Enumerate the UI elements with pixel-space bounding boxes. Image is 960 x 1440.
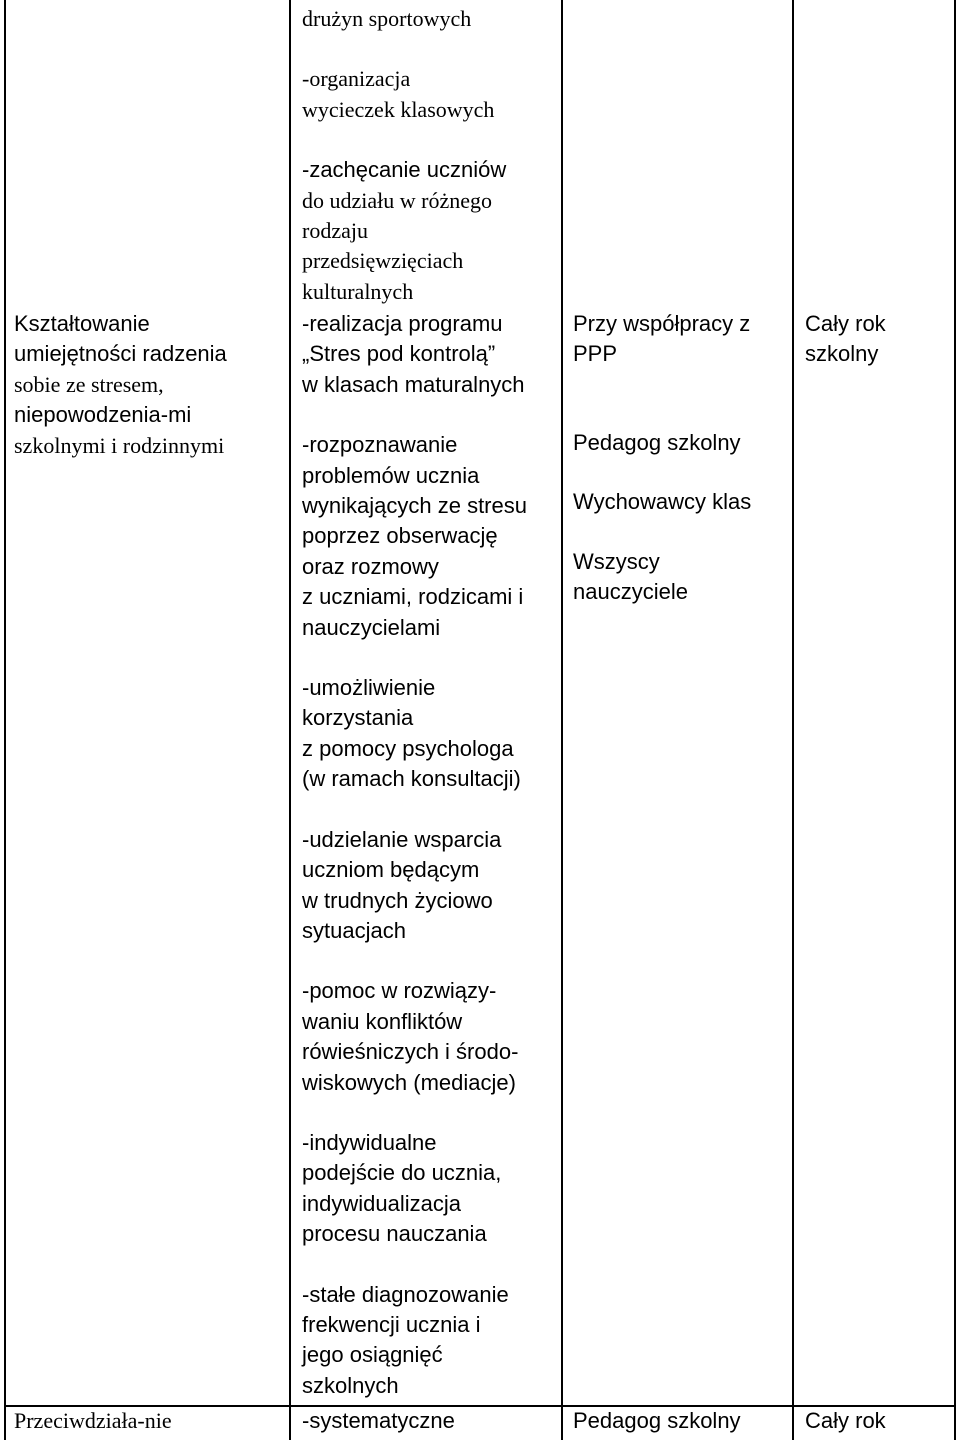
text-line: indywidualizacja — [302, 1190, 461, 1216]
text-line: nauczycielami — [302, 614, 441, 640]
text-line: waniu konfliktów — [302, 1008, 463, 1034]
text-line: procesu nauczania — [302, 1221, 487, 1247]
text-line: -organizacja — [302, 66, 411, 92]
actions-cell — [302, 309, 527, 1401]
text-line: Cały rok — [805, 311, 886, 336]
topic-line: szkolnymi i rodzinnymi — [14, 432, 225, 458]
table-divider-col2 — [561, 0, 563, 1440]
text-line: wiskowych (mediacje) — [302, 1069, 516, 1095]
action-item — [302, 1128, 527, 1250]
action-item — [302, 825, 527, 947]
text-line: nauczyciele — [573, 579, 688, 605]
text-line: w trudnych życiowo — [302, 887, 493, 913]
next-row-responsible: Pedagog szkolny — [573, 1408, 741, 1433]
text-line: rodzaju — [302, 218, 368, 244]
text-line: problemów ucznia — [302, 462, 480, 488]
topic-line: umiejętności radzenia — [14, 341, 227, 367]
action-item — [302, 430, 527, 643]
text-line: szkolnych — [302, 1372, 399, 1398]
list-item — [302, 4, 506, 34]
action-item — [302, 309, 527, 400]
next-row-topic: Przeciwdziała-nie — [14, 1408, 172, 1433]
text-line: -rozpoznawanie — [302, 432, 458, 458]
responsible-cell — [573, 309, 751, 607]
table-divider-col3 — [792, 0, 794, 1440]
list-item — [302, 155, 506, 307]
text-line: z uczniami, rodzicami i — [302, 584, 524, 610]
text-line: Wychowawcy klas — [573, 489, 752, 515]
action-item — [302, 1280, 527, 1402]
topic-line: Kształtowanie — [14, 311, 150, 336]
text-line: -zachęcanie uczniów — [302, 157, 507, 183]
text-line: rówieśniczych i środo- — [302, 1039, 519, 1065]
text-line: -pomoc w rozwiązy- — [302, 978, 497, 1004]
text-line: Pedagog szkolny — [573, 429, 741, 455]
topic-line: sobie ze stresem, — [14, 371, 164, 397]
text-line: poprzez obserwację — [302, 523, 498, 549]
text-line: korzystania — [302, 705, 414, 731]
table-divider-col1 — [289, 0, 291, 1440]
text-line: wycieczek klasowych — [302, 96, 495, 122]
text-line: w klasach maturalnych — [302, 371, 525, 397]
text-line: szkolny — [805, 341, 879, 367]
text-line: -umożliwienie — [302, 675, 436, 701]
text-line: Przy współpracy z — [573, 311, 751, 336]
text-line: kulturalnych — [302, 278, 414, 304]
col2-continuation — [302, 4, 506, 307]
text-line: wynikających ze stresu — [302, 493, 527, 519]
text-line: drużyn sportowych — [302, 6, 472, 31]
list-item — [302, 64, 506, 125]
text-line: oraz rozmowy — [302, 553, 439, 579]
text-line: podejście do ucznia, — [302, 1160, 502, 1186]
text-line: PPP — [573, 341, 618, 367]
text-line: sytuacjach — [302, 917, 406, 943]
text-line: uczniom będącym — [302, 857, 480, 883]
text-line: Wszyscy — [573, 548, 660, 574]
text-line: do udziału w różnego — [302, 187, 492, 213]
text-line: z pomocy psychologa — [302, 735, 514, 761]
term-cell — [805, 309, 886, 370]
text-line: frekwencji ucznia i — [302, 1311, 481, 1337]
text-line: jego osiągnięć — [302, 1342, 443, 1368]
text-line: -realizacja programu — [302, 311, 503, 336]
table-border-left — [4, 0, 6, 1440]
text-line: (w ramach konsultacji) — [302, 766, 521, 792]
action-item — [302, 673, 527, 795]
table-border-right — [954, 0, 956, 1440]
text-line: -udzielanie wsparcia — [302, 826, 502, 852]
text-line: przedsięwzięciach — [302, 248, 464, 274]
next-row-action: -systematyczne — [302, 1408, 455, 1433]
text-line: -stałe diagnozowanie — [302, 1281, 509, 1307]
topic-cell — [14, 309, 227, 461]
topic-line: niepowodzenia-mi — [14, 402, 192, 428]
next-row-term: Cały rok — [805, 1408, 886, 1433]
text-line: -indywidualne — [302, 1129, 437, 1155]
action-item — [302, 976, 527, 1098]
text-line: „Stres pod kontrolą” — [302, 341, 496, 367]
